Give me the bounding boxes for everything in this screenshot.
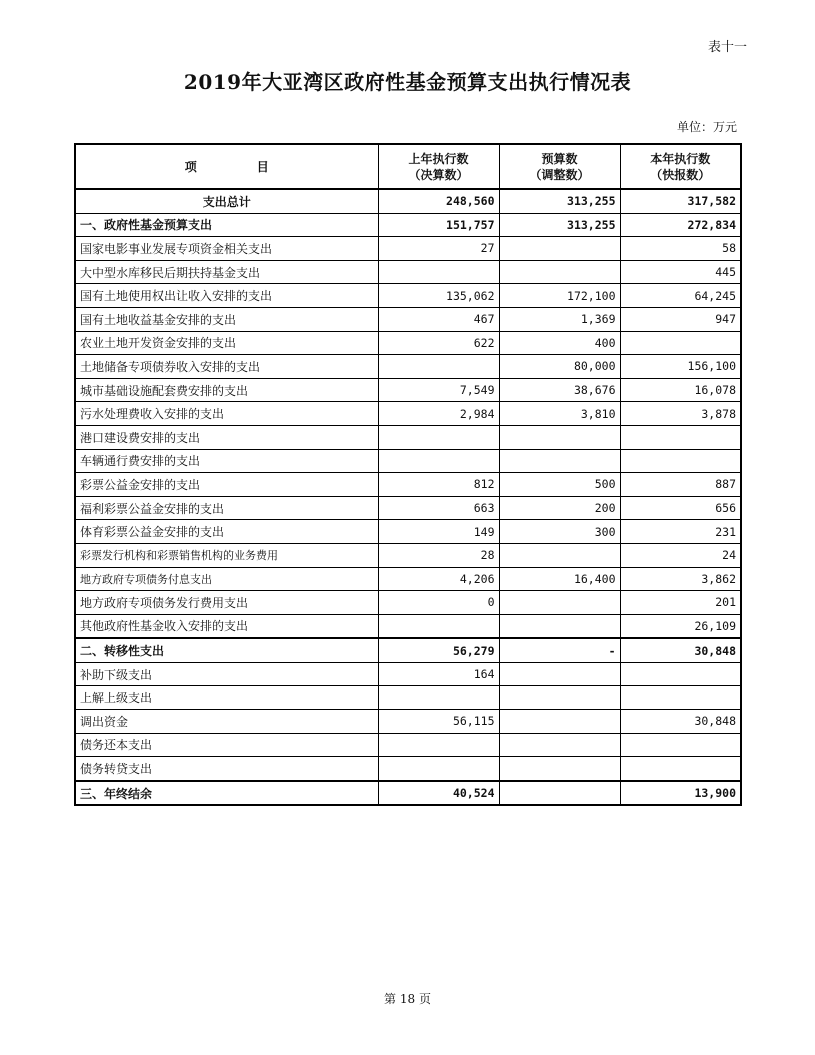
row-budget-value: 300 xyxy=(499,520,620,544)
row-current-value: 156,100 xyxy=(620,355,741,379)
table-row xyxy=(75,284,741,308)
table-row xyxy=(75,757,741,781)
row-prev-value xyxy=(378,449,499,473)
header-prev-year xyxy=(378,144,499,189)
row-label: 体育彩票公益金安排的支出 xyxy=(75,520,378,544)
row-prev-value xyxy=(378,686,499,710)
row-budget-value xyxy=(499,260,620,284)
row-label: 国有土地使用权出让收入安排的支出 xyxy=(75,284,378,308)
row-prev-value: 40,524 xyxy=(378,781,499,806)
header-budget-line1: 预算数 xyxy=(541,151,578,166)
header-curr-line2: （快报数） xyxy=(650,167,711,182)
row-current-value xyxy=(620,662,741,686)
row-label: 债务还本支出 xyxy=(75,733,378,757)
row-current-value: 272,834 xyxy=(620,213,741,237)
row-budget-value xyxy=(499,591,620,615)
row-prev-value: 663 xyxy=(378,496,499,520)
row-prev-value: 622 xyxy=(378,331,499,355)
row-budget-value: 313,255 xyxy=(499,213,620,237)
row-prev-value: 28 xyxy=(378,543,499,567)
row-prev-value xyxy=(378,614,499,638)
row-current-value xyxy=(620,757,741,781)
table-row xyxy=(75,591,741,615)
row-prev-value xyxy=(378,425,499,449)
row-budget-value xyxy=(499,237,620,261)
row-budget-value: 3,810 xyxy=(499,402,620,426)
header-prev-line2: （决算数） xyxy=(408,167,469,182)
table-row xyxy=(75,237,741,261)
row-budget-value: 200 xyxy=(499,496,620,520)
row-label: 彩票公益金安排的支出 xyxy=(75,473,378,497)
row-current-value: 64,245 xyxy=(620,284,741,308)
table-row xyxy=(75,662,741,686)
unit-label: 单位：万元 xyxy=(676,120,737,134)
row-current-value: 3,862 xyxy=(620,567,741,591)
row-prev-value xyxy=(378,260,499,284)
table-row xyxy=(75,260,741,284)
row-label: 国有土地收益基金安排的支出 xyxy=(75,307,378,331)
row-current-value: 656 xyxy=(620,496,741,520)
row-budget-value: 400 xyxy=(499,331,620,355)
row-prev-value: 7,549 xyxy=(378,378,499,402)
row-prev-value: 149 xyxy=(378,520,499,544)
row-budget-value: 80,000 xyxy=(499,355,620,379)
row-label: 彩票发行机构和彩票销售机构的业务费用 xyxy=(75,543,378,567)
row-current-value: 3,878 xyxy=(620,402,741,426)
row-budget-value: 500 xyxy=(499,473,620,497)
row-label: 三、年终结余 xyxy=(75,781,378,806)
row-label: 二、转移性支出 xyxy=(75,638,378,662)
row-label: 福利彩票公益金安排的支出 xyxy=(75,496,378,520)
row-prev-value: 2,984 xyxy=(378,402,499,426)
budget-table xyxy=(74,143,742,806)
table-row xyxy=(75,733,741,757)
row-current-value: 58 xyxy=(620,237,741,261)
row-budget-value xyxy=(499,686,620,710)
page-label: 表十一 xyxy=(707,40,747,55)
table-row xyxy=(75,543,741,567)
row-label: 国家电影事业发展专项资金相关支出 xyxy=(75,237,378,261)
table-row xyxy=(75,355,741,379)
table-row xyxy=(75,189,741,213)
row-budget-value: - xyxy=(499,638,620,662)
row-label: 土地储备专项债券收入安排的支出 xyxy=(75,355,378,379)
row-label: 大中型水库移民后期扶持基金支出 xyxy=(75,260,378,284)
row-current-value: 30,848 xyxy=(620,710,741,734)
table-row xyxy=(75,496,741,520)
table-row xyxy=(75,710,741,734)
row-budget-value xyxy=(499,662,620,686)
row-prev-value: 248,560 xyxy=(378,189,499,213)
table-row xyxy=(75,614,741,638)
row-current-value: 13,900 xyxy=(620,781,741,806)
row-prev-value: 56,115 xyxy=(378,710,499,734)
row-prev-value: 151,757 xyxy=(378,213,499,237)
row-budget-value: 313,255 xyxy=(499,189,620,213)
row-budget-value xyxy=(499,543,620,567)
row-label: 调出资金 xyxy=(75,710,378,734)
header-prev-line1: 上年执行数 xyxy=(408,151,469,166)
table-row xyxy=(75,520,741,544)
page-number: 第 18 页 xyxy=(384,992,431,1006)
page-title: 2019年大亚湾区政府性基金预算支出执行情况表 xyxy=(183,70,632,94)
row-budget-value: 1,369 xyxy=(499,307,620,331)
row-budget-value xyxy=(499,614,620,638)
row-prev-value: 56,279 xyxy=(378,638,499,662)
table-row xyxy=(75,425,741,449)
row-current-value: 16,078 xyxy=(620,378,741,402)
header-current-year xyxy=(620,144,741,189)
row-current-value: 26,109 xyxy=(620,614,741,638)
row-current-value xyxy=(620,686,741,710)
row-label: 地方政府专项债务付息支出 xyxy=(75,567,378,591)
row-budget-value: 38,676 xyxy=(499,378,620,402)
row-label: 城市基础设施配套费安排的支出 xyxy=(75,378,378,402)
row-prev-value xyxy=(378,355,499,379)
row-prev-value: 467 xyxy=(378,307,499,331)
row-current-value: 30,848 xyxy=(620,638,741,662)
row-budget-value: 172,100 xyxy=(499,284,620,308)
table-row xyxy=(75,781,741,806)
row-current-value: 24 xyxy=(620,543,741,567)
row-label: 补助下级支出 xyxy=(75,662,378,686)
row-label: 车辆通行费安排的支出 xyxy=(75,449,378,473)
row-prev-value: 0 xyxy=(378,591,499,615)
row-budget-value: 16,400 xyxy=(499,567,620,591)
header-curr-line1: 本年执行数 xyxy=(650,151,711,166)
row-label: 债务转贷支出 xyxy=(75,757,378,781)
row-prev-value: 164 xyxy=(378,662,499,686)
row-label: 支出总计 xyxy=(75,189,378,213)
row-current-value xyxy=(620,449,741,473)
table-row xyxy=(75,638,741,662)
header-budget-line2: （调整数） xyxy=(529,167,590,182)
row-label: 其他政府性基金收入安排的支出 xyxy=(75,614,378,638)
row-budget-value xyxy=(499,781,620,806)
row-budget-value xyxy=(499,449,620,473)
row-label: 污水处理费收入安排的支出 xyxy=(75,402,378,426)
row-budget-value xyxy=(499,710,620,734)
header-item xyxy=(75,144,378,189)
table-row xyxy=(75,686,741,710)
row-budget-value xyxy=(499,757,620,781)
row-label: 上解上级支出 xyxy=(75,686,378,710)
row-prev-value xyxy=(378,733,499,757)
row-label: 地方政府专项债务发行费用支出 xyxy=(75,591,378,615)
table-row xyxy=(75,331,741,355)
row-budget-value xyxy=(499,425,620,449)
table-row xyxy=(75,307,741,331)
row-label: 港口建设费安排的支出 xyxy=(75,425,378,449)
row-current-value xyxy=(620,331,741,355)
header-item-b: 目 xyxy=(256,159,269,174)
row-current-value: 317,582 xyxy=(620,189,741,213)
row-prev-value: 812 xyxy=(378,473,499,497)
row-prev-value: 4,206 xyxy=(378,567,499,591)
row-budget-value xyxy=(499,733,620,757)
row-current-value: 231 xyxy=(620,520,741,544)
row-prev-value: 135,062 xyxy=(378,284,499,308)
row-current-value xyxy=(620,733,741,757)
table-row xyxy=(75,213,741,237)
row-label: 一、政府性基金预算支出 xyxy=(75,213,378,237)
header-row xyxy=(75,144,741,189)
row-label: 农业土地开发资金安排的支出 xyxy=(75,331,378,355)
row-current-value: 947 xyxy=(620,307,741,331)
row-current-value xyxy=(620,425,741,449)
row-current-value: 201 xyxy=(620,591,741,615)
table-row xyxy=(75,449,741,473)
row-current-value: 445 xyxy=(620,260,741,284)
table-row xyxy=(75,567,741,591)
header-item-a: 项 xyxy=(184,159,197,174)
table-row xyxy=(75,378,741,402)
table-row xyxy=(75,402,741,426)
row-prev-value xyxy=(378,757,499,781)
row-current-value: 887 xyxy=(620,473,741,497)
table-row xyxy=(75,473,741,497)
row-prev-value: 27 xyxy=(378,237,499,261)
header-budget xyxy=(499,144,620,189)
